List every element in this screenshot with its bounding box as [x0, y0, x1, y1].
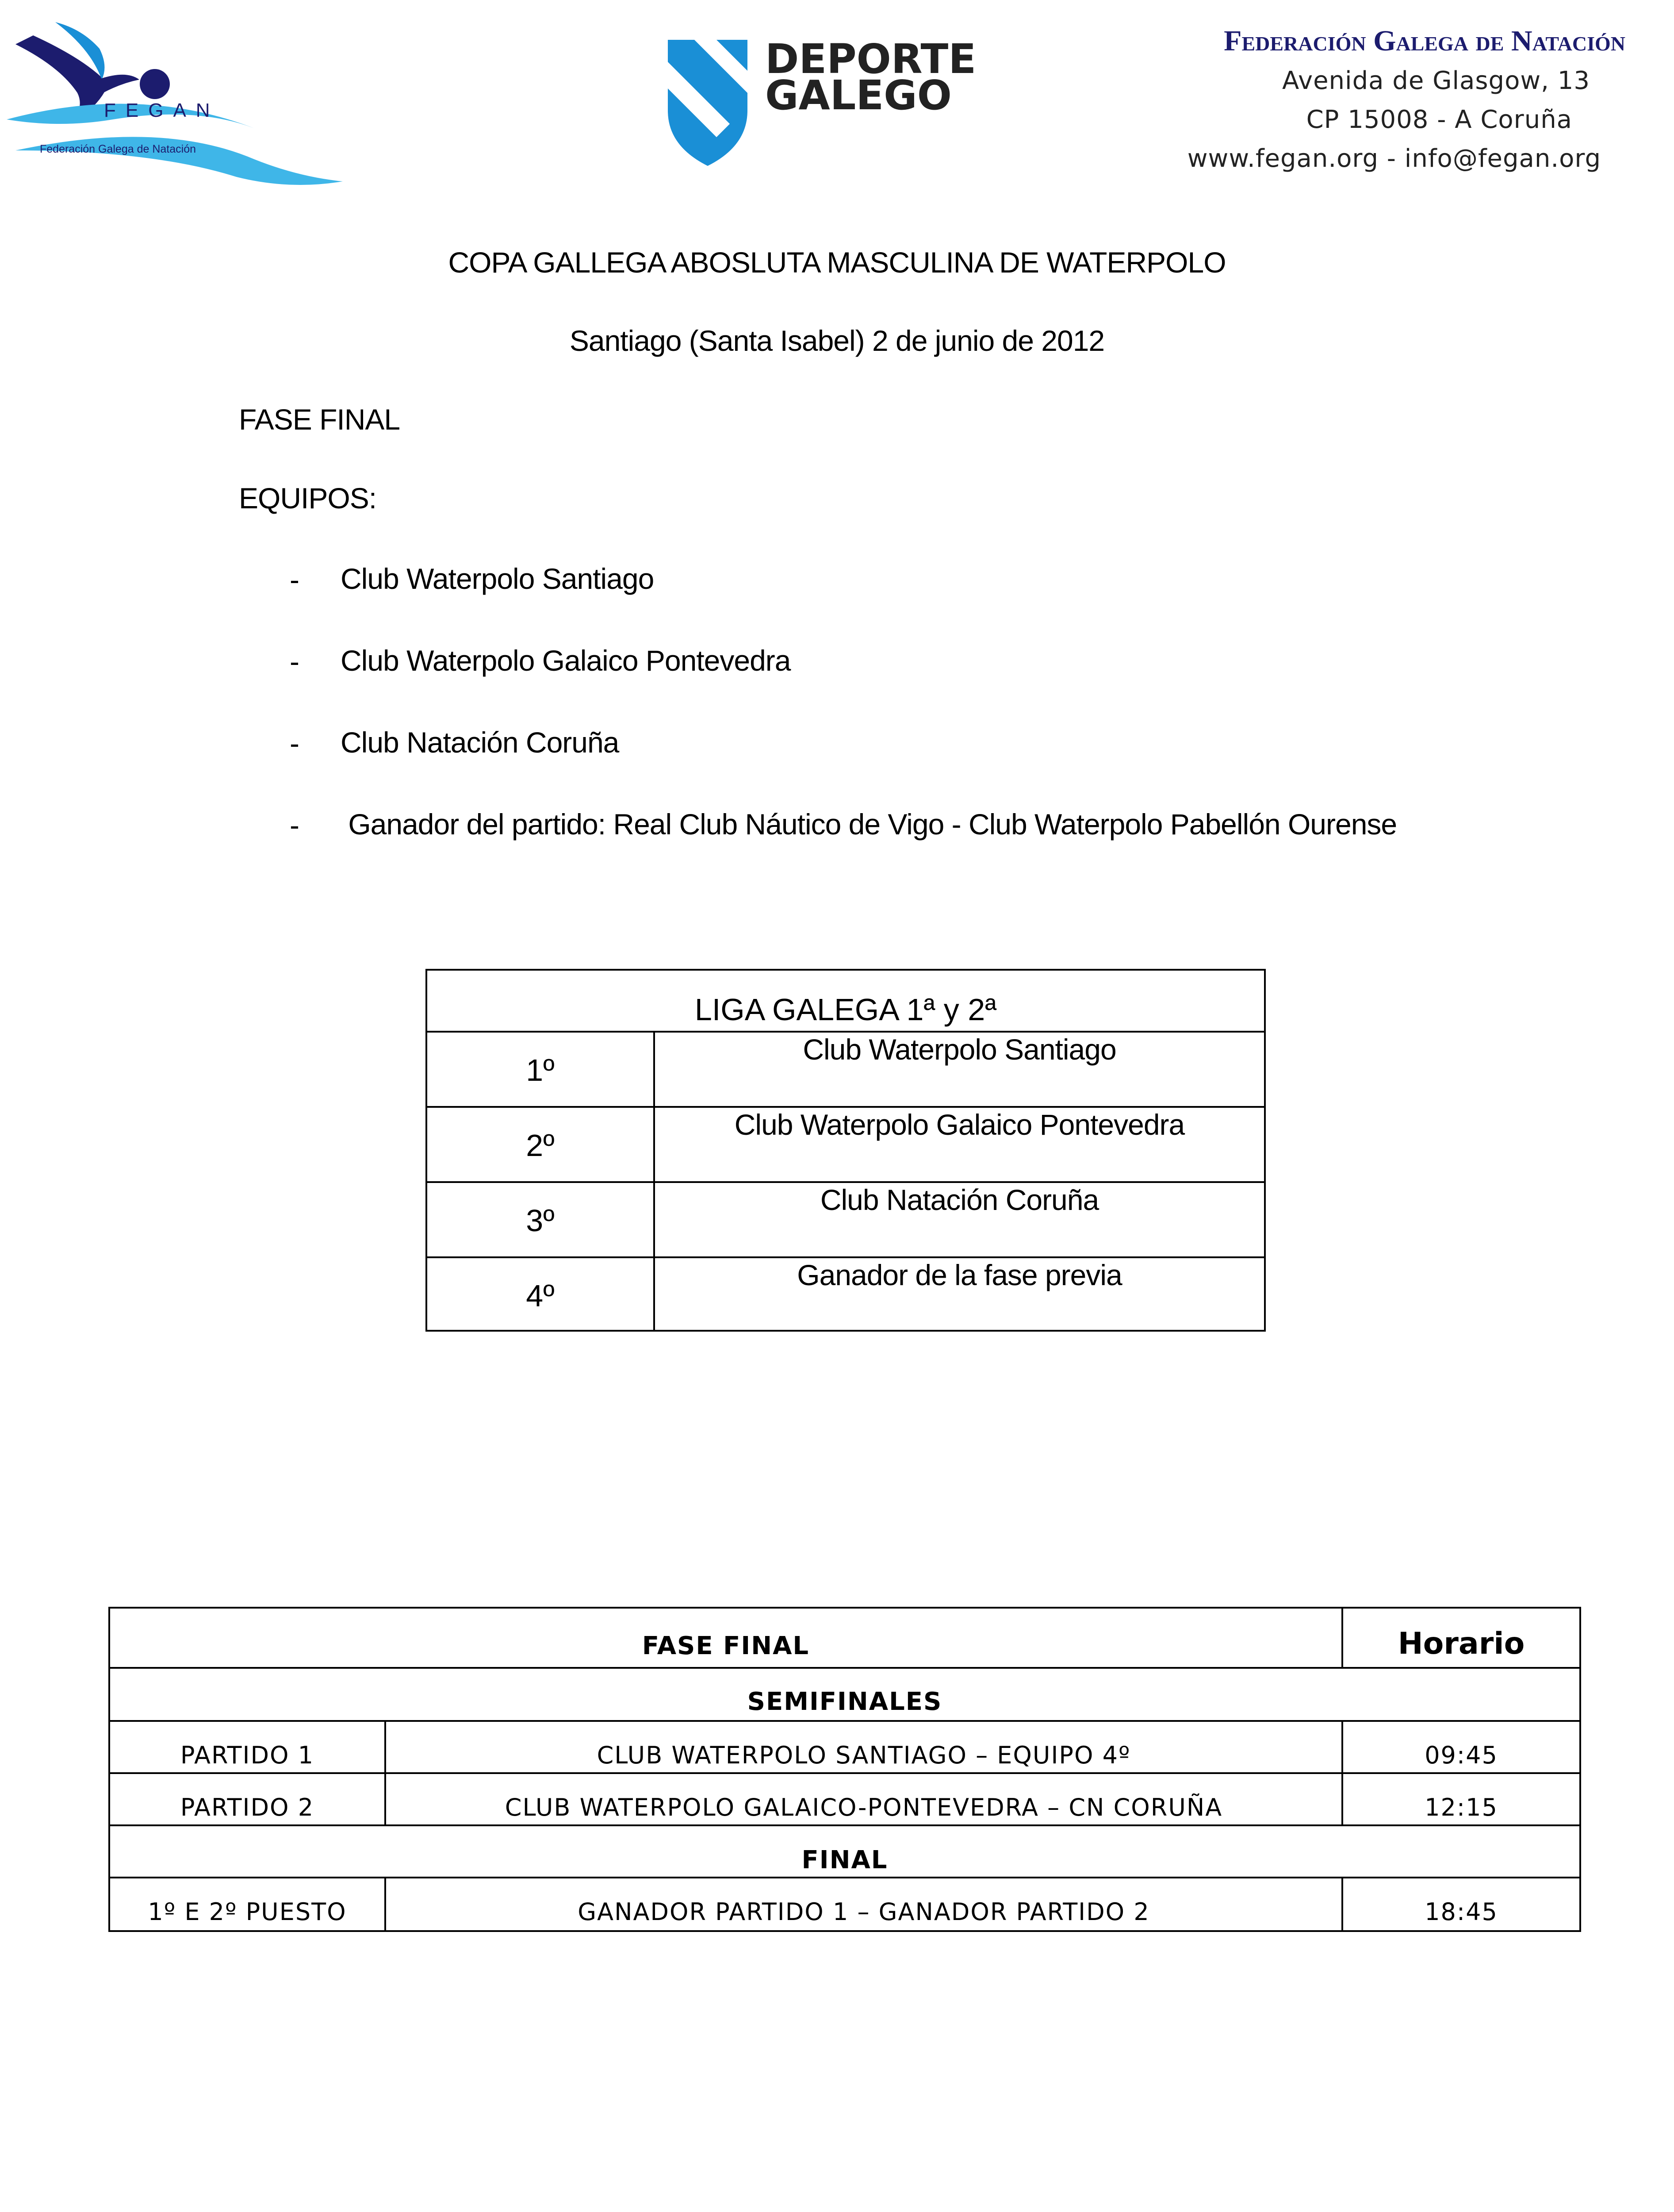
address-line-3[interactable]: www.fegan.org - info@fegan.org — [1187, 144, 1601, 173]
schedule-table — [108, 1607, 1581, 1932]
semifinals-label: SEMIFINALES — [747, 1687, 942, 1716]
teams-cell: CLUB WATERPOLO SANTIAGO – EQUIPO 4º — [386, 1722, 1343, 1772]
document-title: COPA GALLEGA ABOSLUTA MASCULINA DE WATERPOLO — [448, 246, 1226, 279]
match-cell: PARTIDO 1 — [110, 1722, 386, 1772]
fegan-logo-text: FEGAN — [104, 100, 220, 121]
position-cell: 4º — [427, 1258, 655, 1332]
list-item: Club Waterpolo Galaico Pontevedra — [341, 644, 791, 677]
position-cell: 3º — [427, 1183, 655, 1256]
time-cell: 12:15 — [1425, 1793, 1498, 1821]
header-phase: FASE FINAL — [110, 1609, 1343, 1667]
table-row — [427, 1258, 1264, 1332]
liga-galega-table — [425, 969, 1266, 1332]
table-row — [110, 1878, 1579, 1930]
table-header-row — [110, 1609, 1579, 1669]
table-row — [110, 1774, 1579, 1826]
position-cell: 2º — [427, 1108, 655, 1181]
liga-table-heading: LIGA GALEGA 1ª y 2ª — [427, 971, 1264, 1033]
position-cell: 1º — [427, 1033, 655, 1106]
team-cell: Club Natación Coruña — [820, 1183, 1099, 1216]
time-cell: 18:45 — [1425, 1898, 1498, 1926]
teams-cell: CLUB WATERPOLO GALAICO-PONTEVEDRA – CN CORUÑA — [386, 1774, 1343, 1824]
team-cell: Club Waterpolo Galaico Pontevedra — [734, 1108, 1185, 1141]
header-time: Horario — [1398, 1626, 1525, 1661]
galicia-shield-icon — [663, 35, 752, 168]
teams-cell: GANADOR PARTIDO 1 – GANADOR PARTIDO 2 — [386, 1878, 1343, 1930]
fegan-logo — [7, 18, 343, 190]
table-row — [427, 1108, 1264, 1183]
list-bullet: - — [290, 645, 299, 678]
teams-heading: EQUIPOS: — [239, 482, 377, 515]
match-cell: PARTIDO 2 — [110, 1774, 386, 1824]
list-bullet: - — [290, 563, 299, 596]
deporte-logo-line2: GALEGO — [765, 72, 952, 119]
list-bullet: - — [290, 727, 299, 760]
section-row — [110, 1669, 1579, 1722]
deporte-logo-line1: DEPORTE — [765, 35, 977, 83]
final-label: FINAL — [801, 1846, 888, 1874]
table-row — [110, 1722, 1579, 1774]
list-bullet: - — [290, 809, 299, 841]
deporte-galego-logo — [663, 35, 977, 168]
team-cell: Ganador de la fase previa — [797, 1259, 1122, 1291]
document-subtitle: Santiago (Santa Isabel) 2 de junio de 2012 — [569, 324, 1105, 357]
fegan-logo-subtitle: Federación Galega de Natación — [40, 143, 196, 155]
table-row — [427, 1183, 1264, 1258]
list-item: Club Waterpolo Santiago — [341, 562, 654, 595]
table-row — [427, 1033, 1264, 1108]
phase-heading: FASE FINAL — [239, 403, 400, 436]
team-cell: Club Waterpolo Santiago — [803, 1033, 1116, 1066]
match-cell: 1º E 2º PUESTO — [110, 1878, 386, 1930]
list-item: Ganador del partido: Real Club Náutico de Vigo - Club Waterpolo Pabellón Ourense — [341, 808, 1397, 841]
list-item: Club Natación Coruña — [341, 726, 619, 759]
section-row — [110, 1826, 1579, 1878]
address-line-1: Avenida de Glasgow, 13 — [1282, 66, 1590, 95]
address-line-2: CP 15008 - A Coruña — [1306, 105, 1572, 134]
org-name: Federación Galega de Natación — [1224, 25, 1625, 57]
time-cell: 09:45 — [1425, 1741, 1498, 1769]
